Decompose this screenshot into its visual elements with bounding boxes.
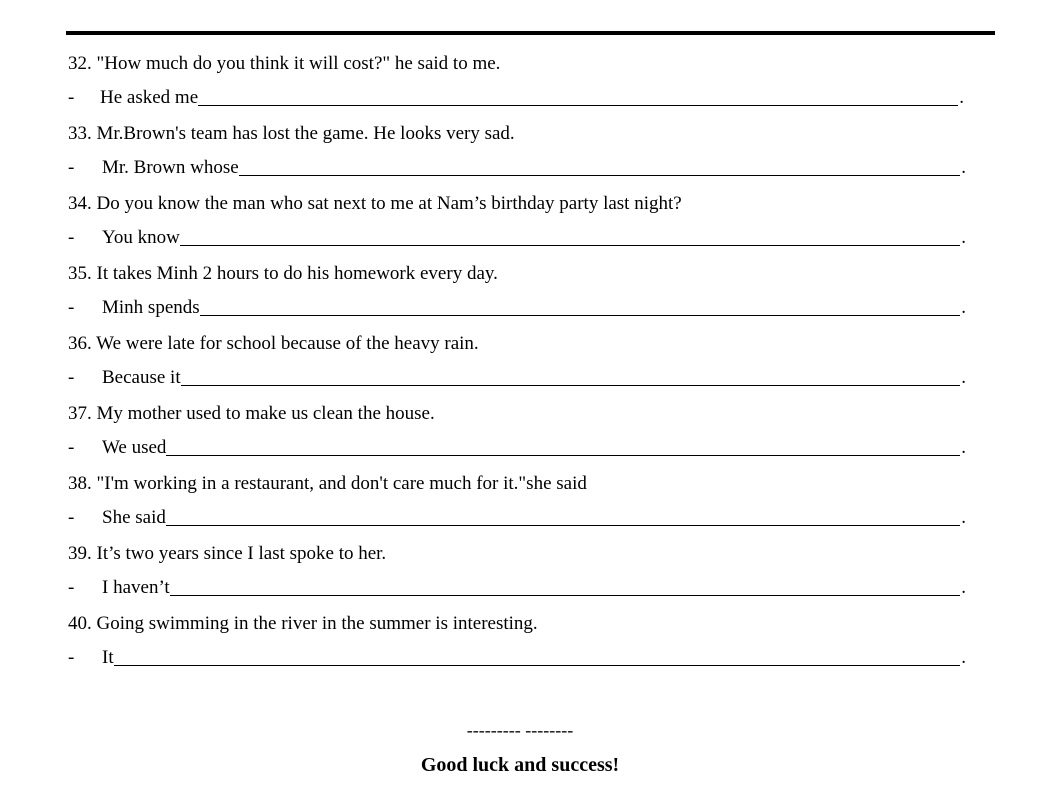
answer-blank[interactable]	[166, 436, 960, 456]
question-34: 34. Do you know the man who sat next to me at Nam’s birthday party last night?	[68, 193, 682, 214]
question-36: 36. We were late for school because of the heavy rain.	[68, 333, 479, 354]
question-32: 32. "How much do you think it will cost?" he said to me.	[68, 53, 501, 74]
answer-row	[102, 576, 966, 600]
closing-message: Good luck and success!	[420, 754, 620, 776]
answer-stem: He asked me	[100, 87, 199, 108]
bullet-dash: -	[68, 157, 75, 178]
bullet-dash: -	[68, 577, 75, 598]
answer-blank[interactable]	[200, 296, 961, 316]
bullet-dash: -	[68, 367, 75, 388]
top-rule	[66, 31, 995, 35]
answer-line-35	[0, 296, 1040, 332]
question-35: 35. It takes Minh 2 hours to do his homework every day.	[68, 263, 498, 284]
answer-period: .	[961, 577, 966, 598]
question-38: 38. "I'm working in a restaurant, and don't care much for it."she said	[68, 473, 587, 494]
answer-period: .	[961, 297, 966, 318]
answer-line-38	[0, 506, 1040, 542]
answer-row	[102, 366, 966, 390]
answer-blank[interactable]	[239, 156, 961, 176]
answer-row	[102, 506, 966, 530]
answer-line-33	[0, 156, 1040, 192]
question-39: 39. It’s two years since I last spoke to her.	[68, 543, 387, 564]
bullet-dash: -	[68, 87, 75, 108]
answer-line-37	[0, 436, 1040, 472]
answer-row	[102, 436, 966, 460]
answer-row	[102, 226, 966, 250]
answer-row	[102, 296, 966, 320]
exercise-list	[0, 52, 1040, 682]
answer-row	[100, 86, 964, 110]
answer-line-36	[0, 366, 1040, 402]
answer-line-39	[0, 576, 1040, 612]
answer-blank[interactable]	[180, 226, 960, 246]
bullet-dash: -	[68, 227, 75, 248]
question-40: 40. Going swimming in the river in the summer is interesting.	[68, 613, 538, 634]
answer-line-32	[0, 86, 1040, 122]
answer-stem: Minh spends	[102, 297, 200, 318]
footer-divider: --------- --------	[466, 720, 574, 740]
answer-period: .	[959, 87, 964, 108]
answer-row	[102, 646, 966, 670]
answer-stem: It	[102, 647, 114, 668]
bullet-dash: -	[68, 297, 75, 318]
answer-stem: Mr. Brown whose	[102, 157, 239, 178]
answer-blank[interactable]	[181, 366, 961, 386]
answer-period: .	[961, 647, 966, 668]
question-37: 37. My mother used to make us clean the house.	[68, 403, 435, 424]
answer-blank[interactable]	[170, 576, 961, 596]
answer-period: .	[961, 437, 966, 458]
answer-line-34	[0, 226, 1040, 262]
answer-period: .	[961, 227, 966, 248]
bullet-dash: -	[68, 437, 75, 458]
bullet-dash: -	[68, 507, 75, 528]
answer-stem: She said	[102, 507, 166, 528]
answer-period: .	[961, 507, 966, 528]
bullet-dash: -	[68, 647, 75, 668]
answer-period: .	[961, 367, 966, 388]
answer-period: .	[961, 157, 966, 178]
answer-blank[interactable]	[198, 86, 958, 106]
answer-stem: Because it	[102, 367, 181, 388]
answer-stem: You know	[102, 227, 180, 248]
question-33: 33. Mr.Brown's team has lost the game. He looks very sad.	[68, 123, 515, 144]
answer-stem: I haven’t	[102, 577, 170, 598]
answer-blank[interactable]	[114, 646, 961, 666]
answer-line-40	[0, 646, 1040, 682]
answer-blank[interactable]	[166, 506, 960, 526]
answer-stem: We used	[102, 437, 167, 458]
answer-row	[102, 156, 966, 180]
